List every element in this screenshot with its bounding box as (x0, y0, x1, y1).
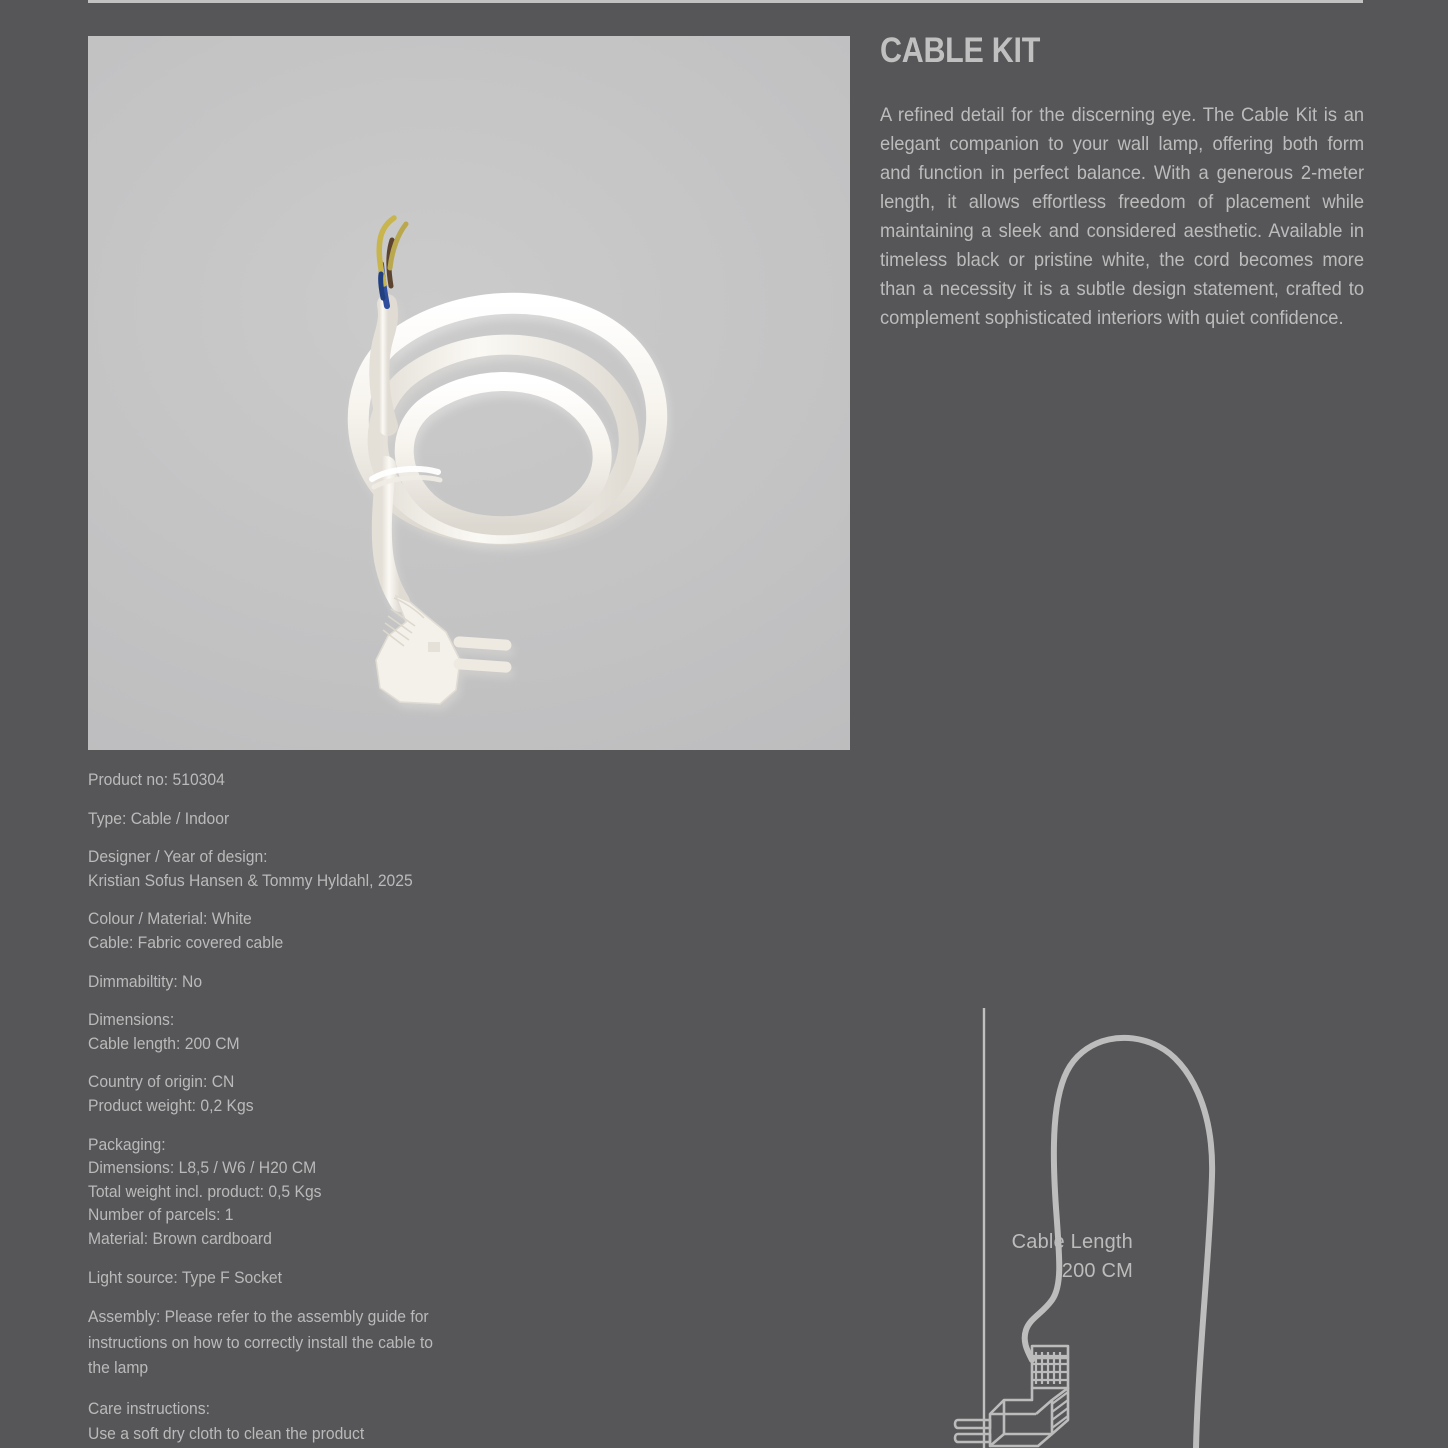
spec-block-assembly (88, 1305, 487, 1382)
spec-block-type (88, 808, 487, 832)
dimension-label-title: Cable Length (1011, 1231, 1133, 1253)
spec-block-product-number (88, 769, 487, 793)
spec-line: Type: Cable / Indoor (88, 809, 230, 828)
page-title: CABLE KIT (880, 31, 1041, 70)
spec-line: Cable length: 200 CM (88, 1034, 240, 1053)
spec-line: Kristian Sofus Hansen & Tommy Hyldahl, 2025 (88, 871, 413, 890)
cable-tail-upper (379, 304, 388, 426)
spec-line: Cable: Fabric covered cable (88, 933, 284, 952)
spec-line: Light source: Type F Socket (88, 1268, 283, 1287)
spec-line: Product no: 510304 (88, 771, 225, 789)
cable-loop-inner (404, 381, 602, 525)
dimension-label-value: 200 CM (1061, 1260, 1133, 1282)
type-f-plug (376, 596, 512, 704)
spec-line: Assembly: Please refer to the assembly guide for instructions on how to correctly install the cable to the lamp (88, 1308, 438, 1378)
spec-block-origin-weight (88, 1071, 487, 1118)
top-divider-rule (88, 0, 1363, 3)
spec-line: Colour / Material: White (88, 910, 252, 929)
cable-photo-illustration (88, 36, 850, 750)
spec-block-dimmability (88, 971, 487, 995)
dimension-label (873, 1228, 1133, 1286)
spec-line: Country of origin: CN (88, 1073, 235, 1092)
cable-length-diagram-svg (780, 1000, 1240, 1448)
spec-line: Dimensions: L8,5 / W6 / H20 CM (88, 1159, 317, 1178)
product-photo (88, 36, 850, 750)
spec-line: Total weight incl. product: 0,5 Kgs (88, 1182, 322, 1201)
spec-block-light-source (88, 1267, 487, 1291)
spec-line: Use a soft dry cloth to clean the product (88, 1425, 365, 1444)
diagram-plug (955, 1346, 1068, 1446)
spec-block-care-instructions (88, 1397, 487, 1448)
spec-line: Dimmabiltity: No (88, 972, 203, 991)
spec-block-packaging (88, 1134, 487, 1252)
spec-block-dimensions (88, 1009, 487, 1056)
plug-pins (453, 636, 512, 673)
product-specifications (88, 769, 487, 1448)
spec-block-colour-material (88, 908, 487, 955)
spec-line: Dimensions: (88, 1011, 175, 1030)
spec-block-designer (88, 846, 487, 893)
spec-line: Designer / Year of design: (88, 848, 268, 867)
spec-line: Product weight: 0,2 Kgs (88, 1096, 254, 1115)
spec-line: Number of parcels: 1 (88, 1206, 234, 1225)
dimension-diagram (780, 1000, 1240, 1448)
spec-line: Packaging: (88, 1135, 166, 1154)
spec-line: Material: Brown cardboard (88, 1229, 272, 1248)
product-description: A refined detail for the discerning eye. The Cable Kit is an elegant companion to your wall lamp, offering both form and function in perfect balance. With a generous 2-meter length, it allows effortless freedom of placement while maintaining a sleek and considered aesthetic. Available in timeless black or pristine white, the cord becomes more than a necessity it is a subtle design statement, crafted to complement sophisticated interiors with quiet confidence. (880, 104, 1365, 329)
spec-line: Care instructions: (88, 1399, 210, 1418)
stripped-wire-end (379, 218, 406, 306)
